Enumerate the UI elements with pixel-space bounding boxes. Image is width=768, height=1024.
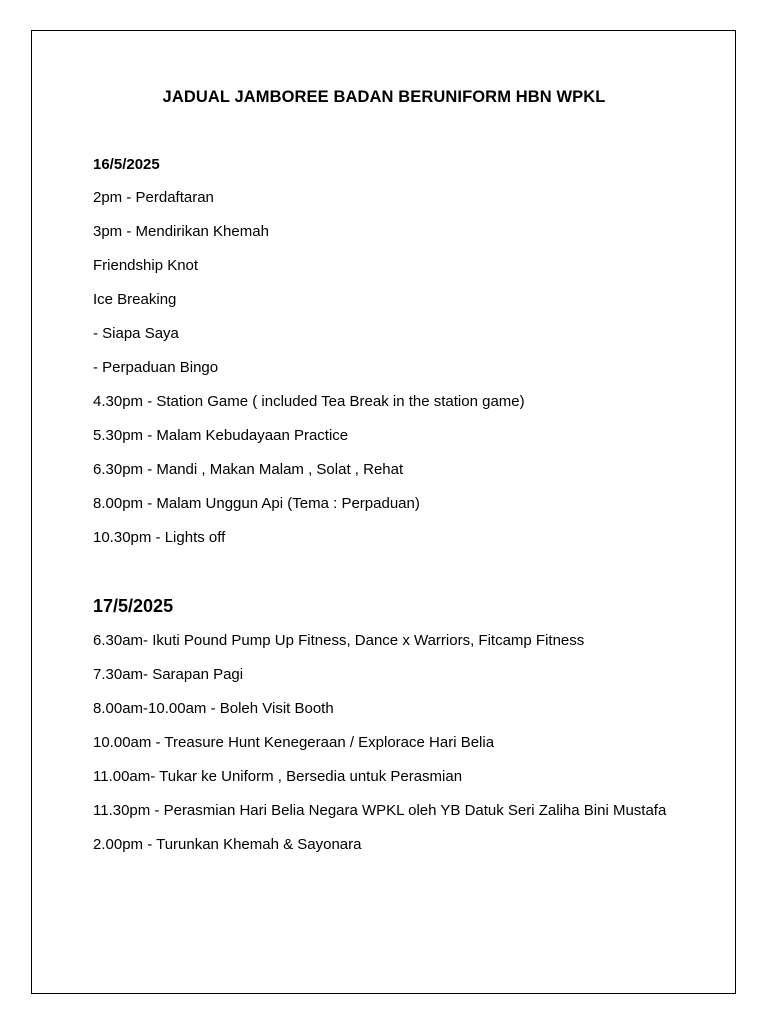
section-date: 17/5/2025 xyxy=(93,596,174,616)
schedule-item: Ice Breaking xyxy=(93,291,177,308)
schedule-item: - Perpaduan Bingo xyxy=(93,359,219,376)
schedule-list xyxy=(93,186,693,549)
schedule-list xyxy=(93,629,693,856)
schedule-day-2 xyxy=(93,594,693,856)
schedule-item: 2.00pm - Turunkan Khemah & Sayonara xyxy=(93,836,362,853)
schedule-item: 4.30pm - Station Game ( included Tea Break in the station game) xyxy=(93,393,525,410)
schedule-item: 6.30pm - Mandi , Makan Malam , Solat , Rehat xyxy=(93,461,404,478)
schedule-day-1 xyxy=(93,155,693,549)
schedule-item: 8.00pm - Malam Unggun Api (Tema : Perpaduan) xyxy=(93,495,420,512)
schedule-item: 8.00am-10.00am - Boleh Visit Booth xyxy=(93,700,334,717)
section-date: 16/5/2025 xyxy=(93,156,160,173)
schedule-item: 11.30pm - Perasmian Hari Belia Negara WPKL oleh YB Datuk Seri Zaliha Bini Mustafa xyxy=(93,802,667,819)
schedule-item: 3pm - Mendirikan Khemah xyxy=(93,223,269,240)
schedule-item: 10.00am - Treasure Hunt Kenegeraan / Explorace Hari Belia xyxy=(93,734,495,751)
schedule-item: Friendship Knot xyxy=(93,257,199,274)
document-title: JADUAL JAMBOREE BADAN BERUNIFORM HBN WPKL xyxy=(162,88,606,106)
schedule-item: 7.30am- Sarapan Pagi xyxy=(93,666,244,683)
schedule-item: 5.30pm - Malam Kebudayaan Practice xyxy=(93,427,349,444)
schedule-item: 11.00am- Tukar ke Uniform , Bersedia untuk Perasmian xyxy=(93,768,463,785)
schedule-item: 10.30pm - Lights off xyxy=(93,529,226,546)
schedule-item: 2pm - Perdaftaran xyxy=(93,189,214,206)
schedule-item: - Siapa Saya xyxy=(93,325,179,342)
schedule-item: 6.30am- Ikuti Pound Pump Up Fitness, Dance x Warriors, Fitcamp Fitness xyxy=(93,632,585,649)
